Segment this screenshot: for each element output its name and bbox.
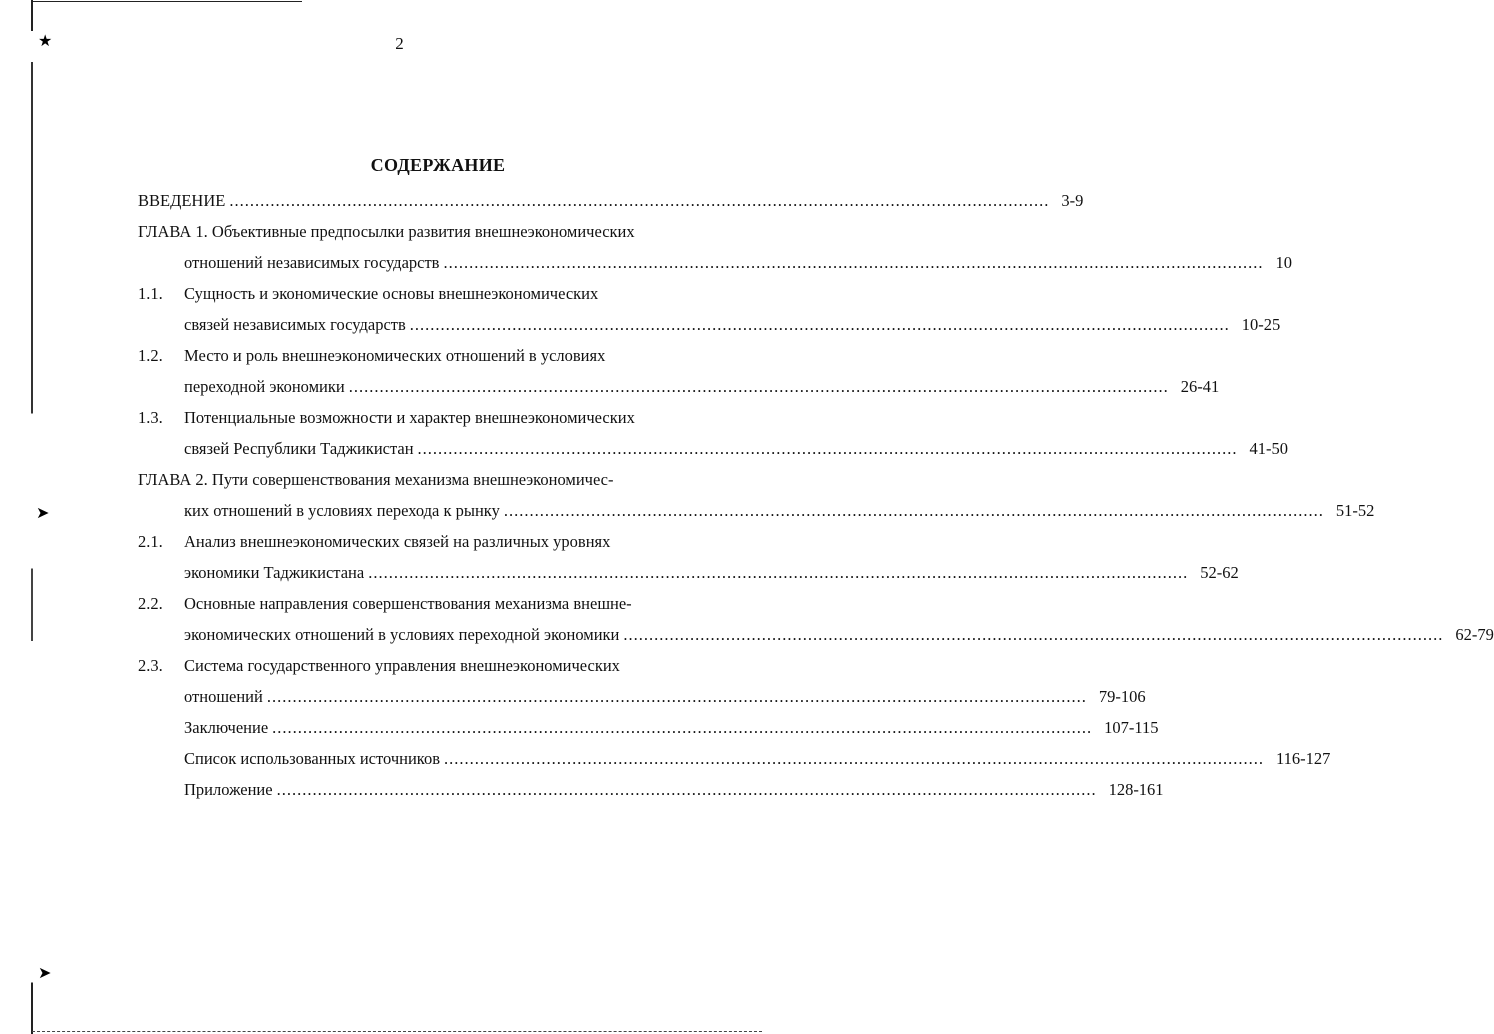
toc-entry-text: ВВЕДЕНИЕ bbox=[138, 191, 226, 210]
toc-page-number: 79-106 bbox=[1098, 687, 1146, 706]
toc-leader-dots: ................................................................................................................................................................ bbox=[348, 377, 1169, 396]
toc-leader-dots: ................................................................................................................................................................ bbox=[409, 315, 1230, 334]
toc-entry-text: Потенциальные возможности и характер внешнеэкономических bbox=[184, 408, 635, 427]
arrow-mark-icon: ➤ bbox=[38, 965, 52, 982]
toc-page-number: 107-115 bbox=[1104, 718, 1159, 737]
toc-page-number: 10-25 bbox=[1241, 315, 1281, 334]
toc-line bbox=[138, 247, 1292, 278]
toc-page-number: 128-161 bbox=[1108, 780, 1164, 799]
scan-edge-top bbox=[32, 1, 302, 2]
toc-entry-text: отношений bbox=[184, 687, 263, 706]
toc-line bbox=[138, 278, 728, 309]
toc-leader-dots: ................................................................................................................................................................ bbox=[444, 749, 1264, 768]
toc-line bbox=[138, 371, 1220, 402]
page-number: 2 bbox=[395, 34, 404, 53]
toc-line bbox=[138, 557, 1239, 588]
toc-entry-number: 2.1. bbox=[138, 532, 163, 551]
toc-entry-text: отношений независимых государств bbox=[184, 253, 440, 272]
toc-entry-text: ГЛАВА 2. Пути совершенствования механизма внешнеэкономичес- bbox=[138, 470, 614, 489]
star-mark-icon: ★ bbox=[38, 33, 53, 50]
toc-entry-text: Сущность и экономические основы внешнеэкономических bbox=[184, 284, 599, 303]
toc-entry-number: 1.1. bbox=[138, 284, 163, 303]
toc-line bbox=[138, 464, 728, 495]
toc-leader-dots: ................................................................................................................................................................ bbox=[503, 501, 1324, 520]
toc-entry-text: Заключение bbox=[184, 718, 269, 737]
toc-entry-text: Анализ внешнеэкономических связей на различных уровнях bbox=[184, 532, 611, 551]
toc-entry-number: 2.2. bbox=[138, 594, 163, 613]
toc-entry-number: 1.2. bbox=[138, 346, 163, 365]
toc-line bbox=[138, 588, 728, 619]
toc-entry-text: переходной экономики bbox=[184, 377, 345, 396]
toc-page-number: 3-9 bbox=[1061, 191, 1084, 210]
toc-leader-dots: ................................................................................................................................................................ bbox=[272, 718, 1093, 737]
toc-page-number: 10 bbox=[1275, 253, 1292, 272]
toc-entry-text: связей независимых государств bbox=[184, 315, 406, 334]
toc-entry-text: экономики Таджикистана bbox=[184, 563, 365, 582]
toc-leader-dots: ................................................................................................................................................................ bbox=[623, 625, 1444, 644]
toc-line bbox=[138, 433, 1289, 464]
toc-line bbox=[138, 526, 728, 557]
toc-entry-text: ких отношений в условиях перехода к рынку bbox=[184, 501, 500, 520]
toc-line bbox=[138, 495, 1375, 526]
toc-page-number: 116-127 bbox=[1276, 749, 1331, 768]
toc-line bbox=[138, 743, 1331, 774]
toc-page-number: 41-50 bbox=[1249, 439, 1289, 458]
toc-leader-dots: ................................................................................................................................................................ bbox=[417, 439, 1238, 458]
toc-page-number: 52-62 bbox=[1200, 563, 1239, 582]
toc-entry-text: Приложение bbox=[184, 780, 273, 799]
toc-entry-text: Место и роль внешнеэкономических отношений в условиях bbox=[184, 346, 606, 365]
toc-entry-text: экономических отношений в условиях переходной экономики bbox=[184, 625, 620, 644]
toc-entry-text: Система государственного управления внешнеэкономических bbox=[184, 656, 620, 675]
toc-leader-dots: ................................................................................................................................................................ bbox=[443, 253, 1264, 272]
arrow-mark-icon: ➤ bbox=[36, 505, 50, 522]
toc-line bbox=[138, 619, 1494, 650]
toc-line bbox=[138, 340, 728, 371]
table-of-contents bbox=[138, 185, 1494, 805]
toc-page-number: 51-52 bbox=[1335, 501, 1375, 520]
toc-page-number: 26-41 bbox=[1180, 377, 1220, 396]
toc-entry-number: 1.3. bbox=[138, 408, 163, 427]
toc-line bbox=[138, 712, 1159, 743]
toc-entry-text: связей Республики Таджикистан bbox=[184, 439, 414, 458]
scan-edge-bottom bbox=[32, 1031, 762, 1032]
toc-entry-text: Основные направления совершенствования механизма внешне- bbox=[184, 594, 632, 613]
toc-entry-text: ГЛАВА 1. Объективные предпосылки развития внешнеэкономических bbox=[138, 222, 635, 241]
toc-entry-number: 2.3. bbox=[138, 656, 163, 675]
toc-line bbox=[138, 185, 1084, 216]
toc-line bbox=[138, 309, 1281, 340]
toc-entry-text: Список использованных источников bbox=[184, 749, 440, 768]
toc-title: СОДЕРЖАНИЕ bbox=[370, 155, 506, 175]
toc-leader-dots: ................................................................................................................................................................ bbox=[368, 563, 1189, 582]
toc-line bbox=[138, 774, 1164, 805]
toc-line bbox=[138, 681, 1146, 712]
toc-leader-dots: ................................................................................................................................................................ bbox=[229, 191, 1050, 210]
toc-line bbox=[138, 402, 728, 433]
toc-page-number: 62-79 bbox=[1455, 625, 1494, 644]
toc-line bbox=[138, 650, 728, 681]
toc-leader-dots: ................................................................................................................................................................ bbox=[266, 687, 1087, 706]
toc-line bbox=[138, 216, 728, 247]
toc-leader-dots: ................................................................................................................................................................ bbox=[276, 780, 1097, 799]
